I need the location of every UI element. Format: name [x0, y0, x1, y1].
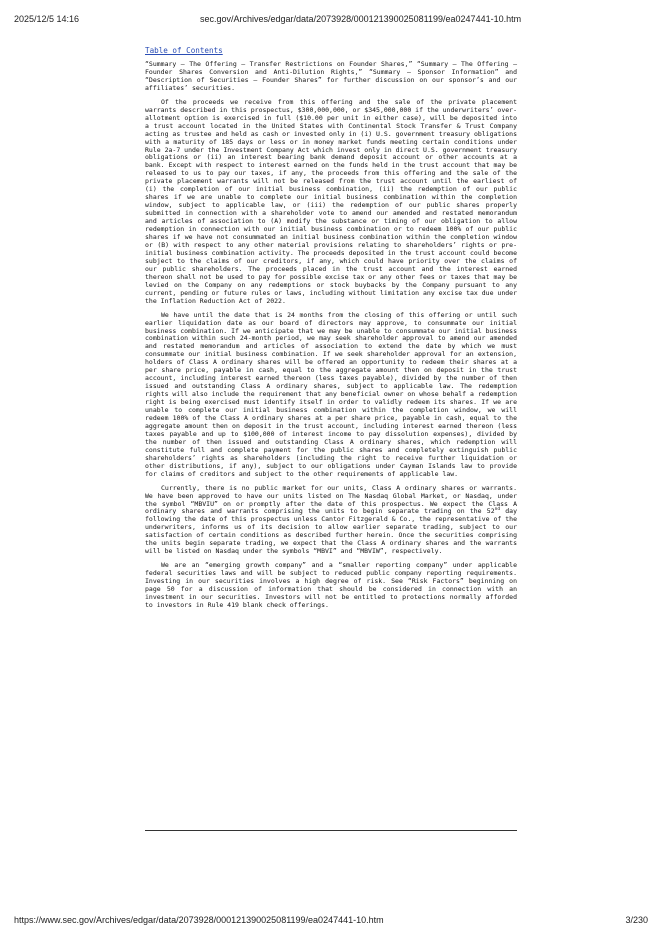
print-url-header: sec.gov/Archives/edgar/data/2073928/000121390025081199/ea0247441-10.htm [200, 14, 522, 24]
paragraph-completion-window: We have until the date that is 24 months from the closing of this offering or until such earlier liquidation date as our board of directors may approve, to consummate our initial business combination. If we anticipate that we may be unable to consummate our initial business combination within such 24-month period, we may seek shareholder approval to amend our amended and restated memorandum and articles of association to extend the date by which we must consummate our initial business combination. If we seek shareholder approval for an extension, holders of Class A ordinary shares will be offered an opportunity to redeem their shares at a per share price, payable in cash, equal to the aggregate amount then on deposit in the trust account, including interest earned thereon (less taxes payable), divided by the number of then issued and outstanding Class A ordinary shares, subject to applicable law. The redemption rights will also include the requirement that any beneficial owner on whose behalf a redemption right is being exercised must identify itself in order to validly redeem its shares. If we are unable to complete our initial business combination within the completion window, we will redeem 100% of the Class A ordinary shares at a per share price, payable in cash, equal to the aggregate amount then on deposit in the trust account, including interest earned thereon (less taxes payable and up to $100,000 of interest income to pay dissolution expenses), divided by the number of then issued and outstanding Class A ordinary shares, which redemption will constitute full and complete payment for the public shares and completely extinguish public shareholders’ rights as shareholders (including the right to receive further liquidation or other distributions, if any), subject to our obligations under Cayman Islands law to provide for claims of creditors and subject to the other requirements of applicable law. [145, 310, 517, 478]
paragraph-cross-references: “Summary — The Offering — Transfer Restrictions on Founder Shares,” “Summary — The Offering — Founder Shares Conversion and Anti-Dilution Rights,” “Summary — Sponsor Information” and “Description of Securities — Founder Shares” for further discussion on our sponsor’s and our affiliates’ securities. [145, 60, 517, 92]
table-of-contents-link[interactable]: Table of Contents [145, 46, 223, 55]
paragraph-trust-account: Of the proceeds we receive from this offering and the sale of the private placement warrants described in this prospectus, $300,000,000, or $345,000,000 if the underwriters’ over-allotment option is exercised in full ($10.00 per unit in either case), will be deposited into a trust account located in the United States with Continental Stock Transfer & Trust Company acting as trustee and held as cash or invested only in (i) U.S. government treasury obligations with a maturity of 185 days or less or in money market funds meeting certain conditions under Rule 2a-7 under the Investment Company Act which invest only in direct U.S. government treasury obligations or (ii) an interest bearing bank demand deposit account or other accounts at a bank. Except with respect to interest earned on the funds held in the trust account that may be released to us to pay our taxes, if any, the proceeds from this offering and the sale of the private placement warrants will not be released from the trust account until the earliest of (i) the completion of our initial business combination, (ii) the redemption of our public shares if we are unable to complete our initial business combination within the completion window, subject to applicable law, or (iii) the redemption of our public shares properly submitted in connection with a shareholder vote to amend our amended and restated memorandum and articles of association to (A) modify the substance or timing of our obligation to allow redemption in connection with our initial business combination or to redeem 100% of our public shares if we have not consummated an initial business combination within the completion window or (B) with respect to any other material provisions relating to shareholders’ rights or pre-initial business combination activity. The proceeds deposited in the trust account could become subject to the claims of our creditors, if any, which could have priority over the claims of our public shareholders. The proceeds placed in the trust account and the interest earned thereon shall not be used to pay for possible excise tax or any other fees or taxes that may be levied on the Company on any redemptions or stock buybacks by the Company pursuant to any current, pending or future rules or laws, including without limitation any excise tax due under the Inflation Reduction Act of 2022. [145, 97, 517, 305]
print-timestamp: 2025/12/5 14:16 [14, 14, 80, 24]
paragraph-public-market [145, 485, 517, 557]
page-bottom-rule [145, 830, 517, 831]
p4-text-after: day following the date of this prospectus unless Cantor Fitzgerald & Co., the representative of the underwriters, informs us of its decision to allow earlier separate trading, subject to our satisfaction of certain conditions as described further herein. Once the securities comprising the units begin separate trading, we expect that the Class A ordinary shares and the warrants will be listed on Nasdaq under the symbols “MBVI” and “MBVIW”, respectively. [145, 507, 517, 556]
page-counter: 3/230 [625, 915, 648, 925]
paragraph-emerging-growth: We are an “emerging growth company” and a “smaller reporting company” under applicable federal securities laws and will be subject to reduced public company reporting requirements. Investing in our securities involves a high degree of risk. See “Risk Factors” beginning on page 50 for a discussion of information that should be considered in connection with an investment in our securities. Investors will not be entitled to protections normally afforded to investors in Rule 419 blank check offerings. [145, 561, 517, 609]
p4-text-before: Currently, there is no public market for our units, Class A ordinary shares or warrants. We have been approved to have our units listed on The Nasdaq Global Market, or Nasdaq, under the symbol “MBVIU” on or promptly after the date of this prospectus. We expect the Class A ordinary shares and warrants comprising the units to begin separate trading on the 52 [145, 483, 517, 516]
print-url-footer: https://www.sec.gov/Archives/edgar/data/2073928/000121390025081199/ea0247441-10.htm [14, 915, 384, 925]
p4-superscript: nd [494, 507, 501, 513]
document-page [145, 38, 517, 616]
